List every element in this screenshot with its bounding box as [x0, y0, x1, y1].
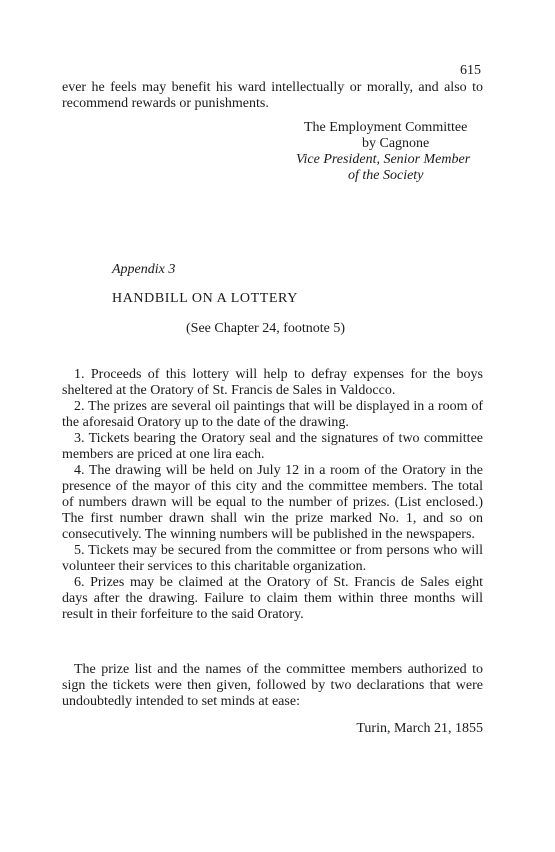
list-item: 4. The drawing will be held on July 12 in a room of the Oratory in the presence of the mayor of this city and the committee members. The total of numbers drawn will be equal to the number of prizes. (List enclosed.) The first number drawn shall win the prize marked No. 1, and so on consecutively. The winning numbers will be published in the newspapers.: [62, 463, 483, 542]
signature-line-title: Vice President, Senior Member: [296, 152, 471, 167]
page-number: 615: [460, 63, 481, 78]
list-item: 6. Prizes may be claimed at the Oratory of St. Francis de Sales eight days after the drawing. Failure to claim them within three months will result in their forfeiture to the said Oratory.: [62, 575, 483, 622]
list-item: 3. Tickets bearing the Oratory seal and the signatures of two committee members are priced at one lira each.: [62, 431, 483, 462]
appendix-label: Appendix 3: [112, 262, 176, 277]
section-heading: HANDBILL ON A LOTTERY: [112, 291, 298, 306]
date-line: Turin, March 21, 1855: [356, 721, 483, 736]
lottery-rules-list: [62, 367, 483, 623]
signature-line-society: of the Society: [348, 168, 424, 183]
closing-paragraph: The prize list and the names of the committee members authorized to sign the tickets were then given, followed by two declarations that were undoubtedly intended to set minds at ease:: [62, 662, 483, 709]
signature-line-name: by Cagnone: [362, 136, 430, 151]
signature-line-committee: The Employment Committee: [304, 120, 468, 135]
list-item: 5. Tickets may be secured from the committee or from persons who will volunteer their services to this charitable organization.: [62, 543, 483, 574]
signature-block: [296, 120, 486, 184]
list-item: 1. Proceeds of this lottery will help to defray expenses for the boys sheltered at the Oratory of St. Francis de Sales in Valdocco.: [62, 367, 483, 398]
list-item: 2. The prizes are several oil paintings that will be displayed in a room of the aforesaid Oratory up to the date of the drawing.: [62, 399, 483, 430]
opening-paragraph: ever he feels may benefit his ward intellectually or morally, and also to recommend rewards or punishments.: [62, 80, 483, 111]
see-note: (See Chapter 24, footnote 5): [186, 321, 346, 336]
